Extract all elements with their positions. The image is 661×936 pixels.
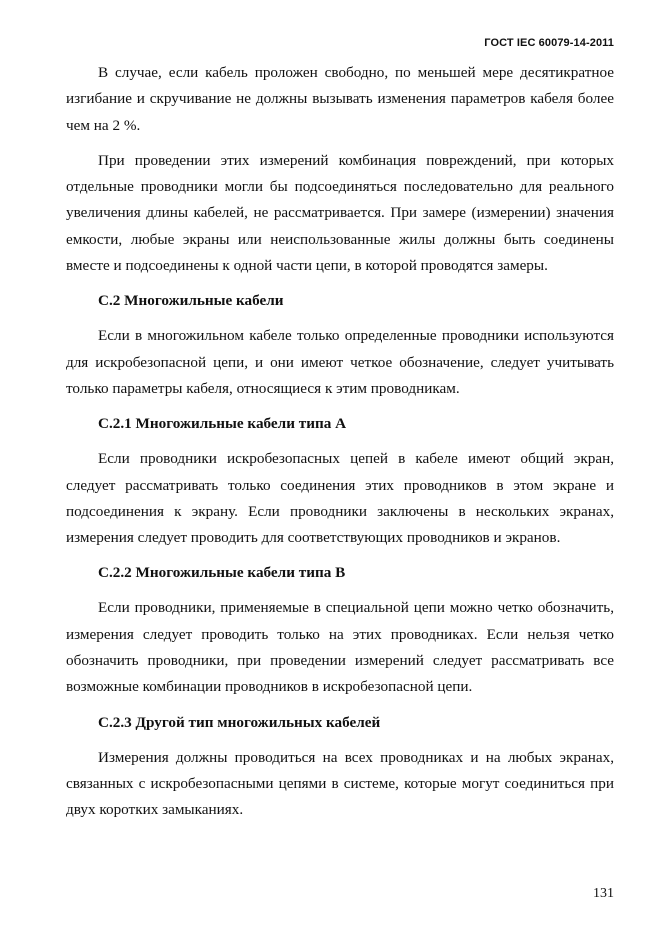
section-heading-c2-3: С.2.3 Другой тип многожильных кабелей xyxy=(98,713,381,731)
paragraph-multicore-cables: Если в многожильном кабеле только определенные проводники используются для искробезопасной цепи, и они имеют четкое обозначение, следует учитывать только параметры кабеля, относящиеся к этим проводникам. xyxy=(66,327,614,397)
section-heading-c2-1: С.2.1 Многожильные кабели типа А xyxy=(98,415,347,433)
paragraph-other-cables: Измерения должны проводиться на всех проводниках и на любых экранах, связанных с искробезопасными цепями в системе, которые могут соединиться при двух коротких замыканиях. xyxy=(66,748,614,819)
page-number: 131 xyxy=(593,886,614,901)
document-body xyxy=(66,60,614,833)
section-heading-c2-2: С.2.2 Многожильные кабели типа В xyxy=(98,564,346,582)
paragraph-cable-bending: В случае, если кабель проложен свободно, по меньшей мере десятикратное изгибание и скручивание не должны вызывать изменения параметров кабеля более чем на 2 %. xyxy=(66,64,614,134)
paragraph-type-b-cables: Если проводники, применяемые в специальной цепи можно четко обозначить, измерения следует проводить только на этих проводниках. Если нельзя четко обозначить проводники, при проведении измерений следует рассматривать все возможные комбинации проводников в искробезопасной цепи. xyxy=(66,599,614,696)
document-header: ГОСТ IEC 60079-14-2011 xyxy=(484,37,614,49)
section-heading-c2: С.2 Многожильные кабели xyxy=(98,292,284,310)
paragraph-measurement-combinations: При проведении этих измерений комбинация повреждений, при которых отдельные проводники могли бы подсоединяться последовательно для реального увеличения длины кабелей, не рассматривается. При замере (измерении) значения емкости, любые экраны или неиспользованные жилы должны быть соединены вместе и подсоединены к одной части цепи, в которой проводятся замеры. xyxy=(66,151,614,275)
paragraph-type-a-cables: Если проводники искробезопасных цепей в кабеле имеют общий экран, следует рассматривать только соединения этих проводников в этом экране и подсоединения к экрану. Если проводники заключены в нескольких экранах, измерения следует проводить для соответствующих проводников и экранов. xyxy=(66,450,614,547)
